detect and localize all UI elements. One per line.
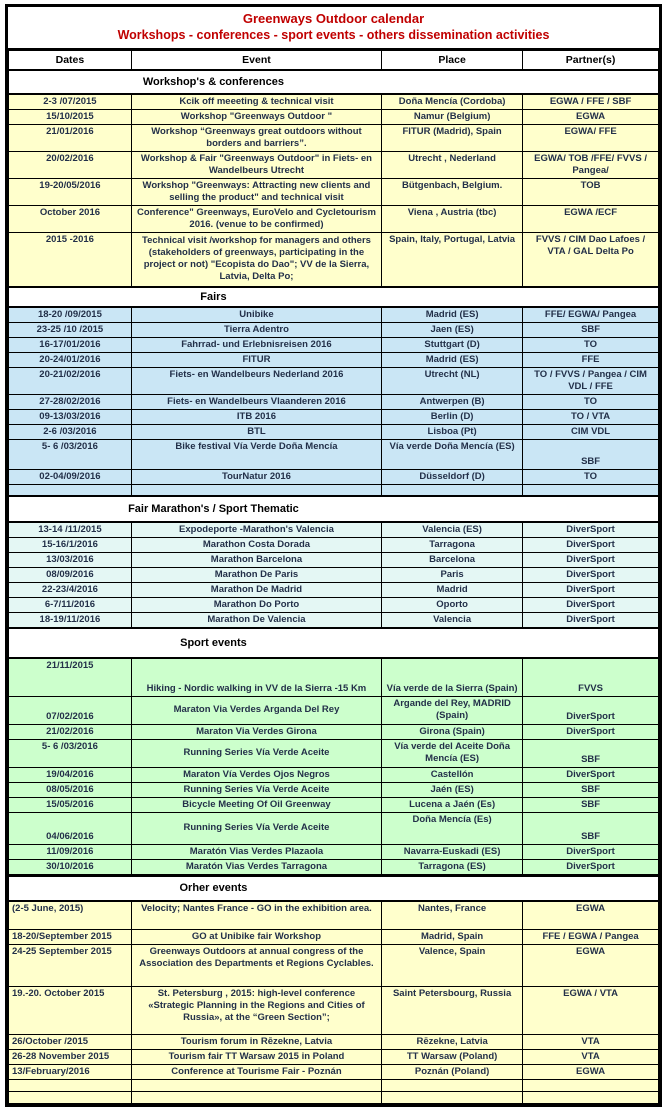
cell-event: Marathon Barcelona: [131, 553, 381, 568]
cell-place: Doña Mencía (Cordoba): [382, 94, 523, 110]
cell-place: Lucena a Jaén (Es): [382, 797, 523, 812]
cell-event: Maraton Via Verdes Arganda Del Rey: [131, 696, 381, 724]
table-row: [9, 439, 659, 469]
cell-partner: SBF: [523, 739, 659, 767]
cell-place: Namur (Belgium): [382, 110, 523, 125]
table-row: [9, 583, 659, 598]
cell-date: 02-04/09/2016: [9, 469, 132, 484]
cell-place: Vía verde de la Sierra (Spain): [382, 658, 523, 696]
cell-partner: TO: [523, 394, 659, 409]
table-row: [9, 929, 659, 944]
cell-partner: SBF: [523, 797, 659, 812]
cell-place: Saint Petersbourg, Russia: [382, 986, 523, 1034]
table-row: [9, 1034, 659, 1049]
cell-partner: SBF: [523, 322, 659, 337]
table-row: [9, 797, 659, 812]
cell-place: Valence, Spain: [382, 944, 523, 986]
cell-event: Workshop "Greenways: Attracting new clients and selling the product" and technical visit: [131, 179, 381, 206]
cell-date: 08/09/2016: [9, 568, 132, 583]
cell-event: Hiking - Nordic walking in VV de la Sierra -15 Km: [131, 658, 381, 696]
table-row: [9, 553, 659, 568]
table-row: [9, 812, 659, 844]
cell-event: Maratón Vias Verdes Tarragona: [131, 859, 381, 875]
cell-place: Viena , Austria (tbc): [382, 206, 523, 233]
cell-partner: SBF: [523, 439, 659, 469]
table-row: [9, 724, 659, 739]
cell-partner: FFE / EGWA / Pangea: [523, 929, 659, 944]
cell-partner: EGWA: [523, 110, 659, 125]
cell-date: 19/04/2016: [9, 767, 132, 782]
cell-date: 26/October /2015: [9, 1034, 132, 1049]
cell-event: BTL: [131, 424, 381, 439]
cell-partner: EGWA / VTA: [523, 986, 659, 1034]
cell-date: 15/05/2016: [9, 797, 132, 812]
cell-event: Marathon Do Porto: [131, 598, 381, 613]
table-row: [9, 538, 659, 553]
cell-place: Castellón: [382, 767, 523, 782]
cell-partner: TO / VTA: [523, 409, 659, 424]
cell-event: Velocity; Nantes France - GO in the exhibition area.: [131, 901, 381, 929]
page-subtitle: Workshops - conferences - sport events - others dissemination activities: [117, 28, 550, 42]
cell-partner: DiverSport: [523, 859, 659, 875]
cell-date: 08/05/2016: [9, 782, 132, 797]
cell-event: Fahrrad- und Erlebnisreisen 2016: [131, 337, 381, 352]
section-title-cell: [9, 496, 659, 522]
cell-place: Doña Mencía (Es): [382, 812, 523, 844]
table-row: [9, 409, 659, 424]
cell-place: Argande del Rey, MADRID (Spain): [382, 696, 523, 724]
cell-place: Antwerpen (B): [382, 394, 523, 409]
cell-date: 13-14 /11/2015: [9, 522, 132, 538]
cell-date: 27-28/02/2016: [9, 394, 132, 409]
cell-date: 19.-20. October 2015: [9, 986, 132, 1034]
cell-partner: [523, 1091, 659, 1103]
calendar-sheet: [5, 4, 662, 1107]
cell-partner: DiverSport: [523, 696, 659, 724]
title-block: [8, 7, 659, 50]
cell-event: Fiets- en Wandelbeurs Nederland 2016: [131, 367, 381, 394]
table-row: [9, 658, 659, 696]
table-row: [9, 1079, 659, 1091]
section-title-cell: [9, 287, 659, 307]
table-row: [9, 739, 659, 767]
cell-place: Paris: [382, 568, 523, 583]
cell-date: 5- 6 /03/2016: [9, 739, 132, 767]
cell-event: Tourism fair TT Warsaw 2015 in Poland: [131, 1049, 381, 1064]
cell-partner: DiverSport: [523, 844, 659, 859]
cell-event: Marathon De Paris: [131, 568, 381, 583]
cell-place: Lisboa (Pt): [382, 424, 523, 439]
cell-place: Valencia: [382, 613, 523, 629]
table-row: [9, 598, 659, 613]
table-row: [9, 1049, 659, 1064]
cell-date: 22-23/4/2016: [9, 583, 132, 598]
table-row: [9, 844, 659, 859]
cell-place: Madrid (ES): [382, 307, 523, 323]
section-title-cell: [9, 70, 659, 94]
table-row: [9, 394, 659, 409]
cell-event: Maratón Vias Verdes Plazaola: [131, 844, 381, 859]
cell-partner: TOB: [523, 179, 659, 206]
cell-event: Marathon Costa Dorada: [131, 538, 381, 553]
cell-date: 13/03/2016: [9, 553, 132, 568]
cell-date: 20-21/02/2016: [9, 367, 132, 394]
cell-date: 04/06/2016: [9, 812, 132, 844]
cell-partner: TO / FVVS / Pangea / CIM VDL / FFE: [523, 367, 659, 394]
cell-place: [382, 1079, 523, 1091]
table-row: [9, 337, 659, 352]
cell-partner: TO: [523, 469, 659, 484]
table-row: [9, 233, 659, 287]
cell-event: Marathon De Valencia: [131, 613, 381, 629]
cell-partner: DiverSport: [523, 613, 659, 629]
calendar-table: [8, 50, 659, 1104]
cell-date: 20/02/2016: [9, 152, 132, 179]
cell-partner: TO: [523, 337, 659, 352]
cell-event: TourNatur 2016: [131, 469, 381, 484]
cell-place: Düsseldorf (D): [382, 469, 523, 484]
cell-place: Valencia (ES): [382, 522, 523, 538]
cell-event: FITUR: [131, 352, 381, 367]
section-header-row: [9, 70, 659, 94]
table-row: [9, 522, 659, 538]
table-row: [9, 859, 659, 875]
cell-place: Nantes, France: [382, 901, 523, 929]
cell-event: Conference" Greenways, EuroVelo and Cycletourism 2016. (venue to be confirmed): [131, 206, 381, 233]
cell-place: Barcelona: [382, 553, 523, 568]
cell-place: Utrecht , Nederland: [382, 152, 523, 179]
cell-date: 26-28 November 2015: [9, 1049, 132, 1064]
cell-event: Fiets- en Wandelbeurs Vlaanderen 2016: [131, 394, 381, 409]
cell-place: Vía verde del Aceite Doña Mencía (ES): [382, 739, 523, 767]
cell-event: Unibike: [131, 307, 381, 323]
cell-place: Navarra-Euskadi (ES): [382, 844, 523, 859]
cell-place: Oporto: [382, 598, 523, 613]
cell-event: ITB 2016: [131, 409, 381, 424]
cell-date: 18-20/September 2015: [9, 929, 132, 944]
cell-event: Workshop “Greenways great outdoors without borders and barriers”.: [131, 125, 381, 152]
cell-partner: EGWA: [523, 901, 659, 929]
section-header-row: [9, 496, 659, 522]
table-row: [9, 782, 659, 797]
section-title-cell: [9, 875, 659, 901]
table-row: [9, 179, 659, 206]
cell-event: [131, 1079, 381, 1091]
cell-place: Utrecht (NL): [382, 367, 523, 394]
cell-event: Conference at Tourisme Fair - Poznán: [131, 1064, 381, 1079]
cell-partner: FVVS: [523, 658, 659, 696]
cell-date: October 2016: [9, 206, 132, 233]
cell-date: 16-17/01/2016: [9, 337, 132, 352]
cell-place: Jaén (ES): [382, 782, 523, 797]
cell-date: [9, 1079, 132, 1091]
cell-partner: VTA: [523, 1049, 659, 1064]
table-row: [9, 367, 659, 394]
cell-partner: FFE/ EGWA/ Pangea: [523, 307, 659, 323]
cell-event: Maraton Vía Verdes Ojos Negros: [131, 767, 381, 782]
cell-event: [131, 1091, 381, 1103]
table-row: [9, 110, 659, 125]
table-row: [9, 613, 659, 629]
cell-place: Girona (Spain): [382, 724, 523, 739]
table-row: [9, 767, 659, 782]
table-row: [9, 206, 659, 233]
cell-date: [9, 1091, 132, 1103]
cell-event: Running Series Vía Verde Aceite: [131, 782, 381, 797]
cell-place: Vía verde Doña Mencía (ES): [382, 439, 523, 469]
cell-date: 2-6 /03/2016: [9, 424, 132, 439]
cell-place: Madrid (ES): [382, 352, 523, 367]
cell-event: Technical visit /workshop for managers and others (stakeholders of greenways, participating in the project or not) "Ecopista do Dao"; VV de la Sierra, Latvia, Delta Po;: [131, 233, 381, 287]
page-title: Greenways Outdoor calendar: [242, 11, 425, 26]
section-title: Orher events: [179, 882, 248, 895]
cell-partner: DiverSport: [523, 724, 659, 739]
cell-partner: DiverSport: [523, 522, 659, 538]
cell-place: Tarragona: [382, 538, 523, 553]
cell-partner: SBF: [523, 812, 659, 844]
cell-partner: FVVS / CIM Dao Lafoes / VTA / GAL Delta Po: [523, 233, 659, 287]
cell-date: 11/09/2016: [9, 844, 132, 859]
cell-place: FITUR (Madrid), Spain: [382, 125, 523, 152]
cell-partner: EGWA / FFE / SBF: [523, 94, 659, 110]
cell-place: Jaen (ES): [382, 322, 523, 337]
table-row: [9, 424, 659, 439]
cell-date: 6-7/11/2016: [9, 598, 132, 613]
table-row: [9, 1064, 659, 1079]
table-row: [9, 352, 659, 367]
table-row: [9, 322, 659, 337]
cell-date: 21/01/2016: [9, 125, 132, 152]
cell-place: Spain, Italy, Portugal, Latvia: [382, 233, 523, 287]
cell-place: Stuttgart (D): [382, 337, 523, 352]
cell-place: Madrid, Spain: [382, 929, 523, 944]
section-title: Workshop's & conferences: [142, 76, 285, 88]
cell-event: Bike festival Vía Verde Doña Mencía: [131, 439, 381, 469]
section-header-row: [9, 875, 659, 901]
table-row: [9, 1091, 659, 1103]
cell-date: 07/02/2016: [9, 696, 132, 724]
cell-partner: SBF: [523, 782, 659, 797]
cell-partner: EGWA: [523, 1064, 659, 1079]
cell-event: Greenways Outdoors at annual congress of the Association des Departments et Regions Cyclables.: [131, 944, 381, 986]
cell-event: Running Series Vía Verde Aceite: [131, 739, 381, 767]
cell-date: 20-24/01/2016: [9, 352, 132, 367]
cell-date: 15/10/2015: [9, 110, 132, 125]
cell-event: Expodeporte -Marathon's Valencia: [131, 522, 381, 538]
table-row: [9, 307, 659, 323]
cell-date: 18-20 /09/2015: [9, 307, 132, 323]
cell-event: Kcik off meeeting & technical visit: [131, 94, 381, 110]
cell-place: Poznán (Poland): [382, 1064, 523, 1079]
section-header-row: [9, 628, 659, 658]
cell-partner: EGWA/ FFE: [523, 125, 659, 152]
cell-partner: DiverSport: [523, 583, 659, 598]
cell-event: Tourism forum in Rēzekne, Latvia: [131, 1034, 381, 1049]
cell-date: 23-25 /10 /2015: [9, 322, 132, 337]
cell-place: [382, 484, 523, 496]
cell-place: Madrid: [382, 583, 523, 598]
table-row: [9, 125, 659, 152]
cell-event: Bicycle Meeting Of Oil Greenway: [131, 797, 381, 812]
cell-date: 19-20/05/2016: [9, 179, 132, 206]
cell-event: Workshop "Greenways Outdoor ": [131, 110, 381, 125]
table-row: [9, 568, 659, 583]
cell-date: 15-16/1/2016: [9, 538, 132, 553]
cell-event: Workshop & Fair "Greenways Outdoor" in Fiets- en Wandelbeurs Utrecht: [131, 152, 381, 179]
table-row: [9, 152, 659, 179]
section-title-cell: [9, 628, 659, 658]
cell-place: [382, 1091, 523, 1103]
cell-partner: VTA: [523, 1034, 659, 1049]
cell-partner: CIM VDL: [523, 424, 659, 439]
calendar-body: [9, 70, 659, 1103]
cell-date: 24-25 September 2015: [9, 944, 132, 986]
column-header-row: [9, 51, 659, 71]
section-header-row: [9, 287, 659, 307]
table-row: [9, 469, 659, 484]
cell-date: 30/10/2016: [9, 859, 132, 875]
cell-partner: DiverSport: [523, 598, 659, 613]
cell-date: 18-19/11/2016: [9, 613, 132, 629]
cell-partner: EGWA/ TOB /FFE/ FVVS / Pangea/: [523, 152, 659, 179]
table-row: [9, 94, 659, 110]
cell-date: 21/02/2016: [9, 724, 132, 739]
cell-partner: EGWA: [523, 944, 659, 986]
section-title: Fairs: [200, 290, 227, 303]
cell-place: Rēzekne, Latvia: [382, 1034, 523, 1049]
cell-date: 09-13/03/2016: [9, 409, 132, 424]
cell-date: 2-3 /07/2015: [9, 94, 132, 110]
table-row: [9, 696, 659, 724]
column-header-event: Event: [131, 51, 381, 71]
cell-event: [131, 484, 381, 496]
cell-partner: DiverSport: [523, 568, 659, 583]
cell-partner: DiverSport: [523, 538, 659, 553]
cell-partner: [523, 484, 659, 496]
cell-partner: DiverSport: [523, 553, 659, 568]
table-row: [9, 986, 659, 1034]
cell-event: Maraton Via Verdes Girona: [131, 724, 381, 739]
cell-date: 5- 6 /03/2016: [9, 439, 132, 469]
cell-event: GO at Unibike fair Workshop: [131, 929, 381, 944]
cell-place: Berlin (D): [382, 409, 523, 424]
cell-partner: DiverSport: [523, 767, 659, 782]
table-row: [9, 901, 659, 929]
section-title: Fair Marathon's / Sport Thematic: [128, 503, 299, 515]
cell-place: TT Warsaw (Poland): [382, 1049, 523, 1064]
cell-place: Bütgenbach, Belgium.: [382, 179, 523, 206]
cell-partner: EGWA /ECF: [523, 206, 659, 233]
cell-event: Marathon De Madrid: [131, 583, 381, 598]
table-row: [9, 484, 659, 496]
cell-date: [9, 484, 132, 496]
cell-place: Tarragona (ES): [382, 859, 523, 875]
cell-date: 2015 -2016: [9, 233, 132, 287]
column-header-dates: Dates: [9, 51, 132, 71]
column-header-place: Place: [382, 51, 523, 71]
column-header-partners: Partner(s): [523, 51, 659, 71]
cell-event: Tierra Adentro: [131, 322, 381, 337]
cell-date: 21/11/2015: [9, 658, 132, 696]
table-row: [9, 944, 659, 986]
cell-partner: [523, 1079, 659, 1091]
cell-event: St. Petersburg , 2015: high-level conference «Strategic Planning in the Regions and Cities of Russia», at the “Green Section”;: [131, 986, 381, 1034]
cell-partner: FFE: [523, 352, 659, 367]
cell-date: (2-5 June, 2015): [9, 901, 132, 929]
cell-date: 13/February/2016: [9, 1064, 132, 1079]
section-title: Sport events: [180, 637, 247, 649]
cell-event: Running Series Vía Verde Aceite: [131, 812, 381, 844]
